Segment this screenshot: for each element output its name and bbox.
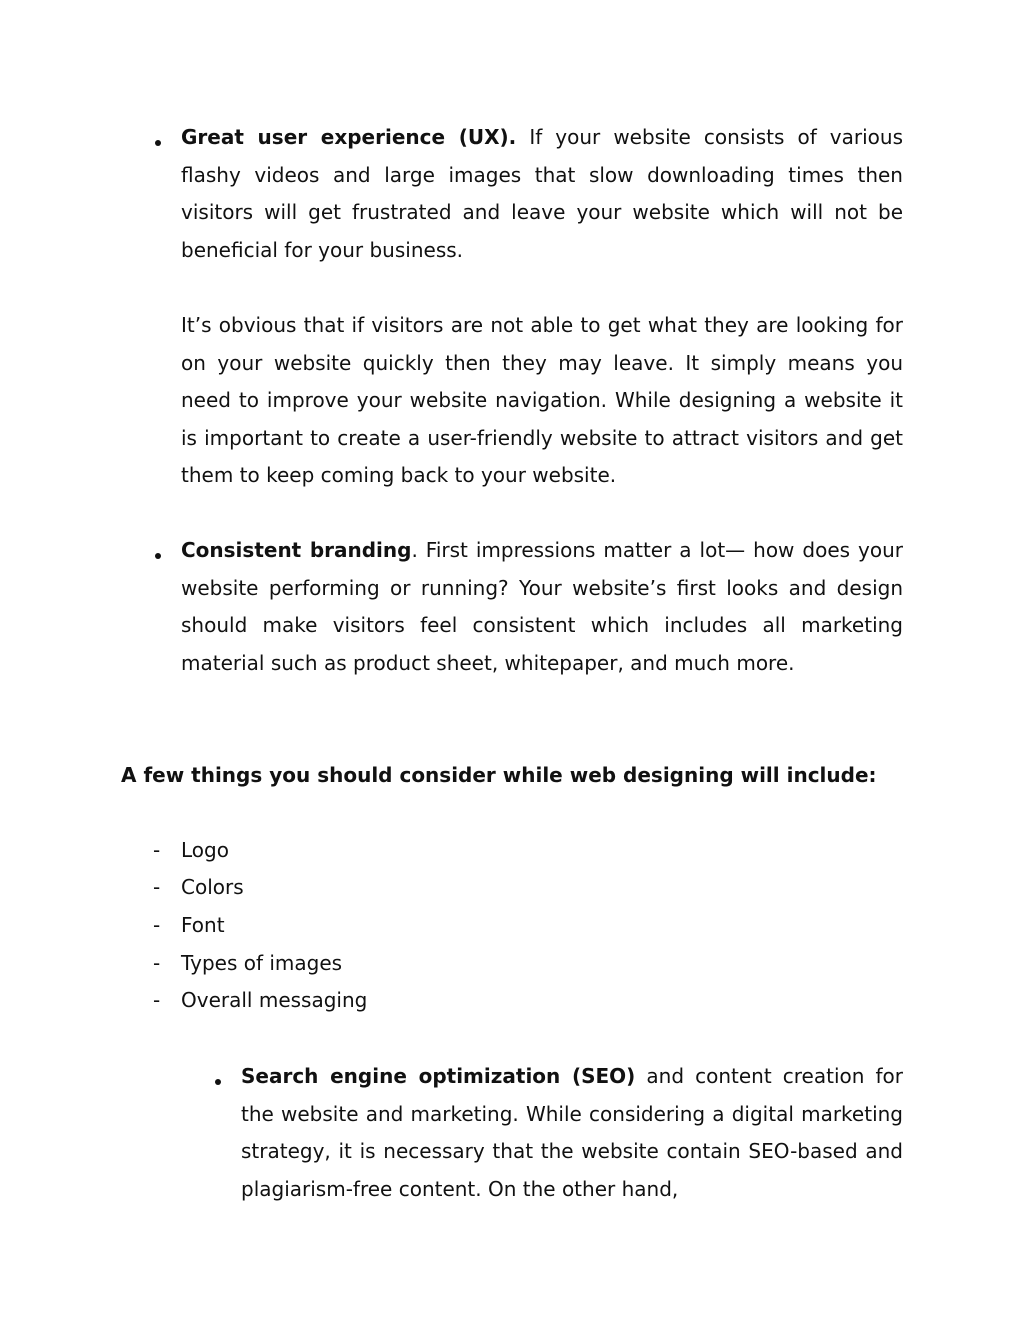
ux-title: Great user experience (UX).	[181, 125, 517, 149]
list-item	[0, 945, 1024, 983]
list-item-label: Types of images	[181, 951, 343, 975]
list-item-label: Colors	[181, 875, 244, 899]
bullet-icon	[215, 1079, 221, 1085]
list-item	[0, 832, 1024, 870]
ux-text: If your website consists of various flashy videos and large images that slow downloading times then visitors will get frustrated and leave your website which will not be beneficial for your business.	[181, 125, 903, 262]
list-item	[0, 869, 1024, 907]
dash-icon: -	[153, 913, 161, 937]
dash-icon: -	[153, 875, 161, 899]
branding-paragraph	[181, 532, 903, 682]
dash-icon: -	[153, 951, 161, 975]
list-item-label: Overall messaging	[181, 988, 368, 1012]
ux-followup-paragraph: It’s obvious that if visitors are not able to get what they are looking for on your website quickly then they may leave. It simply means you need to improve your website navigation. While designing a website it is important to create a user-friendly website to attract visitors and get them to keep coming back to your website.	[181, 313, 903, 487]
dash-icon: -	[153, 988, 161, 1012]
seo-text: and content creation for the website and marketing. While considering a digital marketing strategy, it is necessary that the website contain SEO-based and plagiarism-free content. On the other hand,	[241, 1064, 904, 1201]
list-item-label: Logo	[181, 838, 229, 862]
bullet-icon	[155, 140, 161, 146]
branding-text: . First impressions matter a lot— how does your website performing or running? Your website’s first looks and design should make visitors feel consistent which includes all marketing material such as product sheet, whitepaper, and much more.	[181, 538, 903, 675]
list-item-label: Font	[181, 913, 225, 937]
dash-icon: -	[153, 838, 161, 862]
seo-paragraph	[241, 1058, 903, 1208]
bullet-icon	[155, 553, 161, 559]
list-item	[0, 982, 1024, 1020]
list-item	[0, 907, 1024, 945]
considerations-heading: A few things you should consider while web designing will include:	[121, 763, 877, 787]
seo-title: Search engine optimization (SEO)	[241, 1064, 636, 1088]
branding-title: Consistent branding	[181, 538, 412, 562]
ux-paragraph	[181, 119, 903, 269]
